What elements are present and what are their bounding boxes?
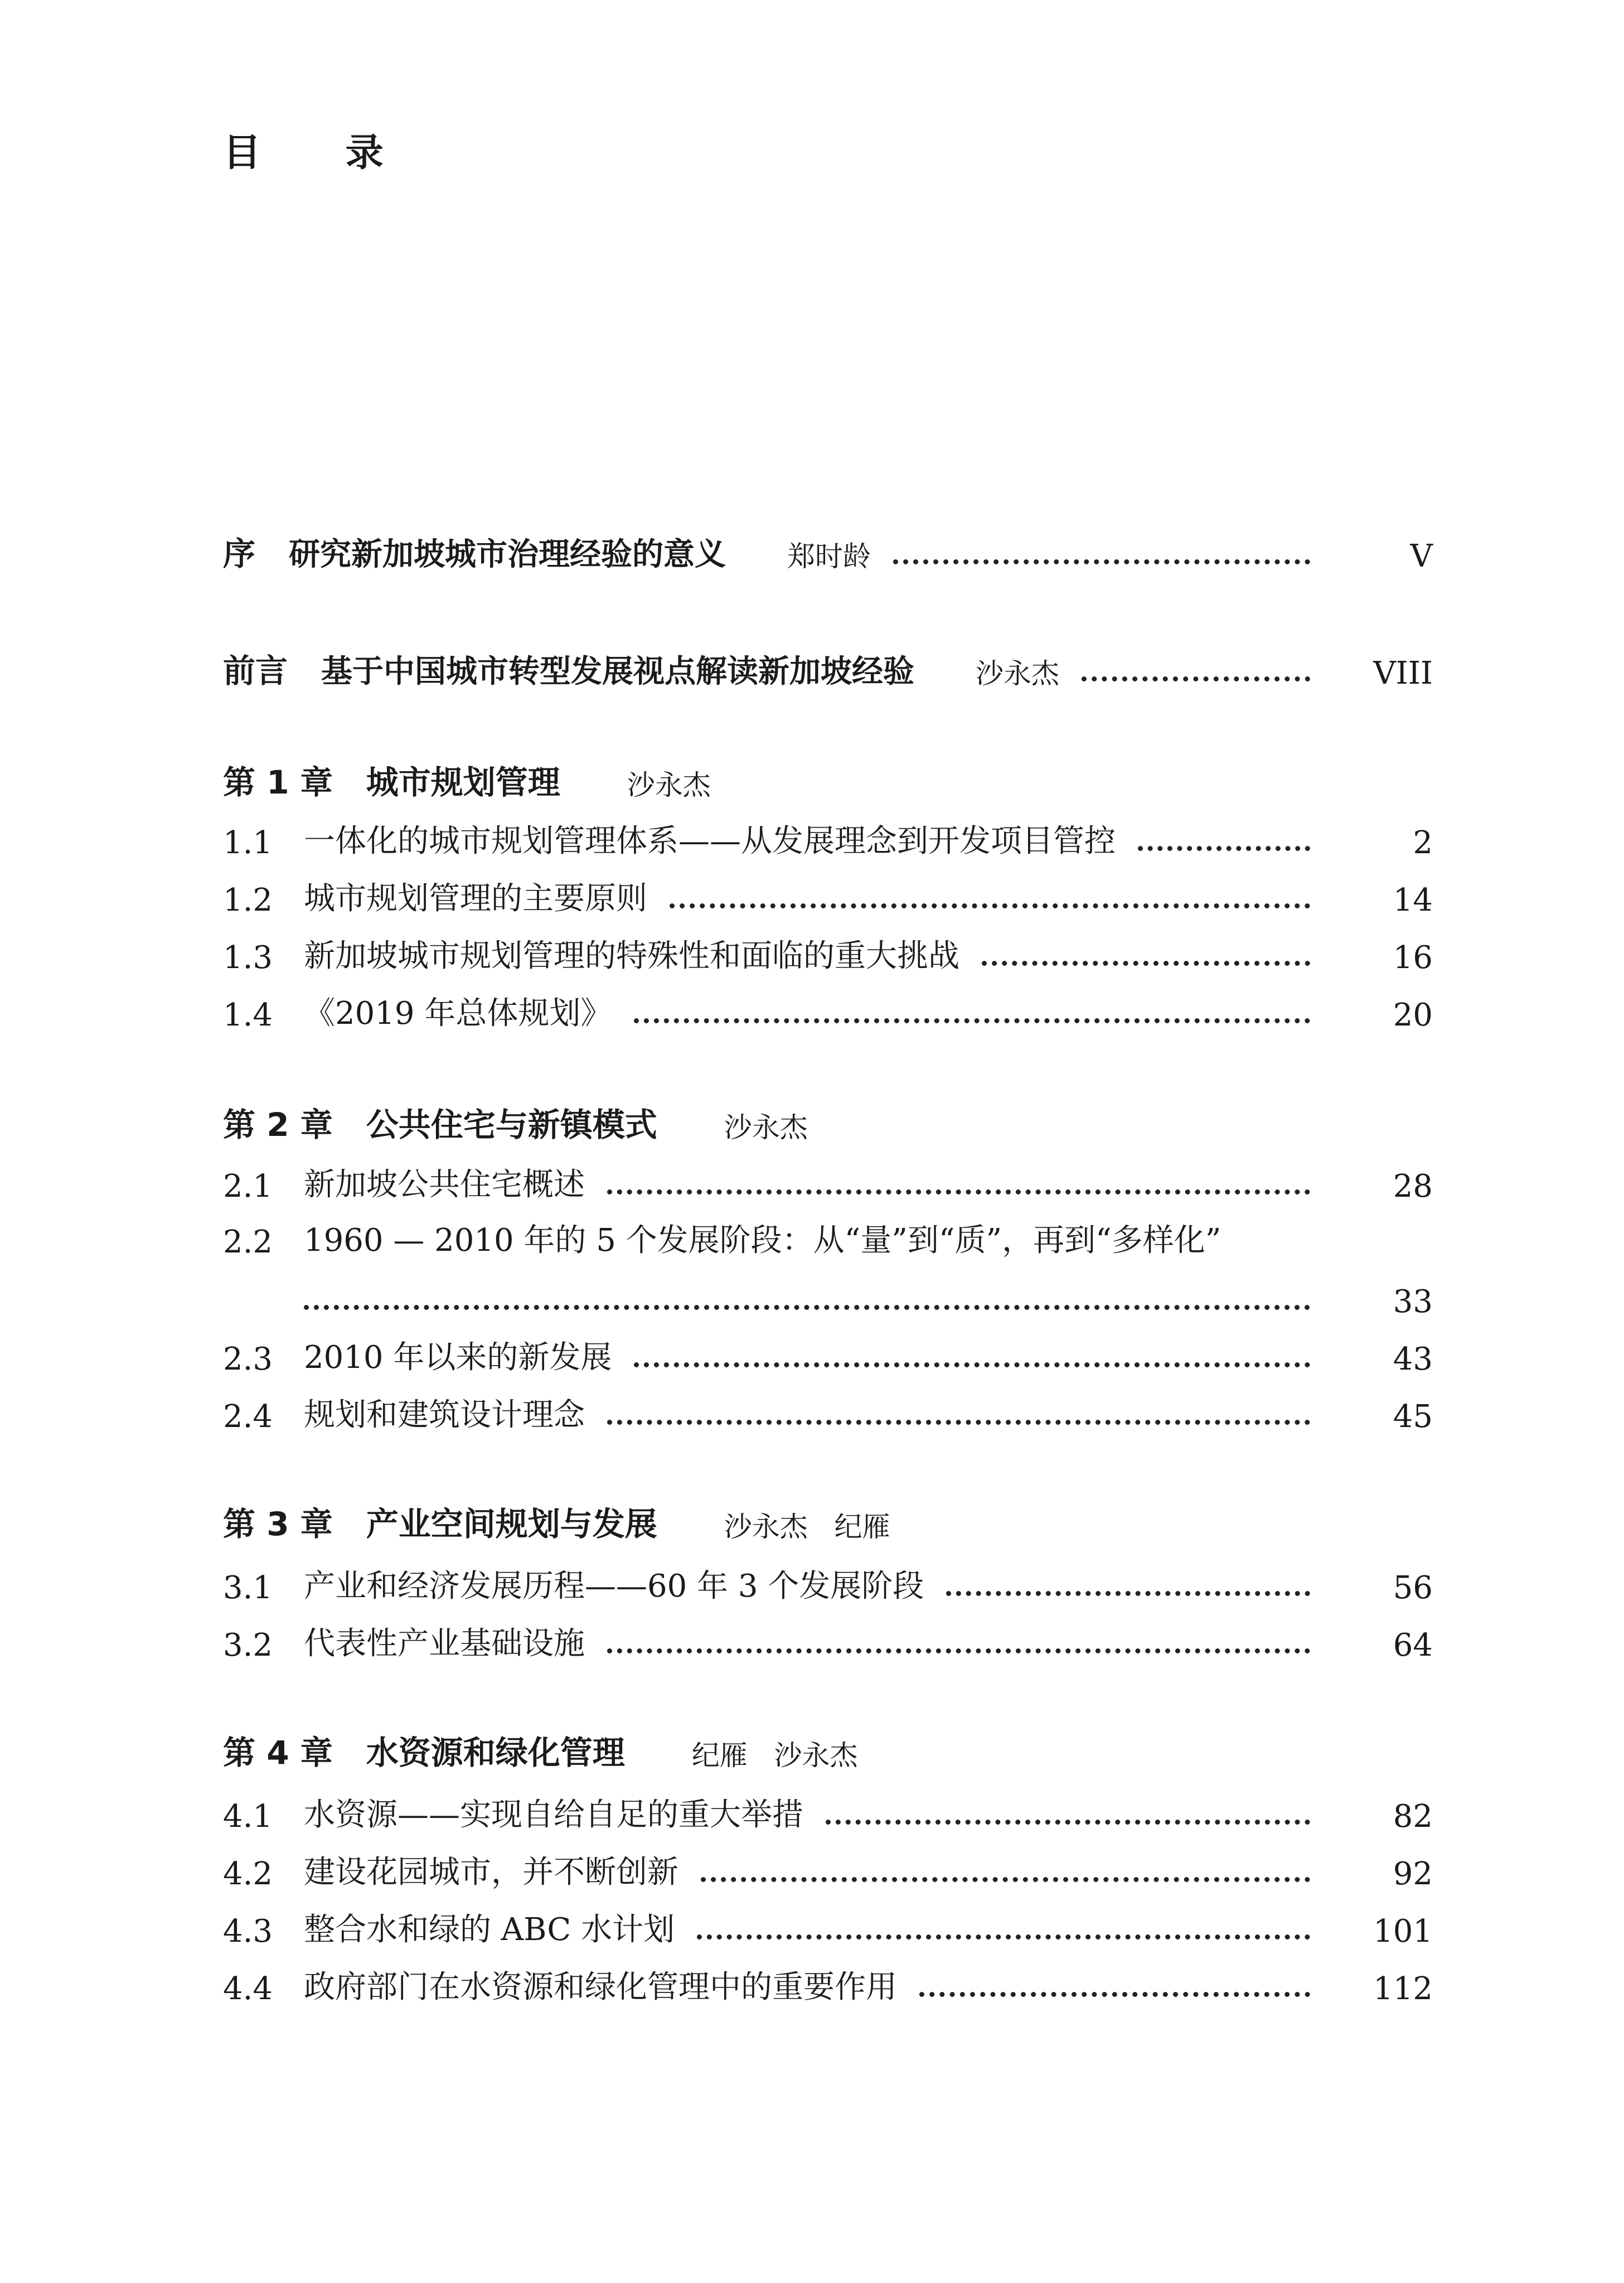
page-number: 20: [1393, 997, 1433, 1033]
leader-dots: [697, 1934, 1310, 1939]
section-number: 2.2: [223, 1224, 273, 1260]
section-title: 建设花园城市，并不断创新: [304, 1854, 678, 1890]
leader-dots: [670, 903, 1310, 908]
section-number: 1.1: [223, 825, 273, 861]
section-number: 3.2: [223, 1627, 273, 1663]
leader-dots: [1138, 846, 1310, 851]
leader-dots: [893, 559, 1310, 564]
section-number: 4.4: [223, 1971, 273, 2007]
toc-entry-preface[interactable]: [223, 530, 1433, 574]
chapter-authors: 沙永杰: [724, 1111, 808, 1144]
toc-section[interactable]: [223, 816, 1433, 861]
chapter-label: 第 1 章: [223, 763, 333, 801]
page-number: V: [1410, 538, 1433, 574]
toc-section[interactable]: [223, 1160, 1433, 1205]
leader-dots: [701, 1877, 1310, 1882]
toc-section[interactable]: [223, 1905, 1433, 1950]
chapter-authors: 沙永杰: [627, 769, 711, 801]
section-title: 一体化的城市规划管理体系——从发展理念到开发项目管控: [304, 823, 1116, 859]
section-number: 3.1: [223, 1570, 273, 1606]
toc-entry-foreword[interactable]: [223, 647, 1433, 691]
section-title: 城市规划管理的主要原则: [304, 881, 647, 917]
section-title: 2010 年以来的新发展: [304, 1339, 612, 1376]
toc-section[interactable]: [223, 1390, 1433, 1435]
toc-section[interactable]: [223, 931, 1433, 976]
leader-dots: [634, 1018, 1310, 1023]
page-number: 16: [1393, 940, 1433, 976]
section-number: 1.2: [223, 882, 273, 918]
leader-dots: [304, 1305, 1310, 1310]
toc-section[interactable]: [223, 1790, 1433, 1835]
section-title: 新加坡公共住宅概述: [304, 1167, 585, 1203]
section-title: 水资源——实现自给自足的重大举措: [304, 1797, 803, 1833]
page-number: 92: [1393, 1856, 1433, 1892]
section-number: 1.3: [223, 940, 273, 976]
toc-section-continuation[interactable]: [223, 1275, 1433, 1320]
toc-section[interactable]: [223, 1962, 1433, 2007]
leader-dots: [1082, 676, 1310, 681]
chapter-label: 第 2 章: [223, 1106, 333, 1144]
leader-dots: [946, 1591, 1310, 1596]
chapter-heading[interactable]: [223, 1500, 1433, 1545]
page-number: 64: [1393, 1627, 1433, 1663]
toc-section[interactable]: [223, 1333, 1433, 1377]
section-number: 4.1: [223, 1798, 273, 1835]
chapter-label: 第 4 章: [223, 1734, 333, 1772]
section-number: 2.1: [223, 1168, 273, 1205]
leader-dots: [607, 1420, 1310, 1425]
toc-section[interactable]: [223, 1216, 1433, 1260]
page-number: 101: [1373, 1913, 1433, 1950]
chapter-heading[interactable]: [223, 758, 1433, 803]
section-number: 4.2: [223, 1856, 273, 1892]
section-title: 新加坡城市规划管理的特殊性和面临的重大挑战: [304, 938, 959, 974]
page-number: 33: [1393, 1284, 1433, 1320]
leader-dots: [607, 1189, 1310, 1194]
leader-dots: [634, 1362, 1310, 1367]
section-number: 4.3: [223, 1913, 273, 1950]
page-number: 82: [1393, 1798, 1433, 1835]
page-title: 目 录: [223, 131, 419, 175]
entry-author: 郑时龄: [787, 540, 871, 573]
entry-title: 研究新加坡城市治理经验的意义: [289, 536, 726, 573]
page-number: VIII: [1373, 655, 1433, 691]
section-title: 规划和建筑设计理念: [304, 1397, 585, 1433]
page-number: 112: [1373, 1971, 1433, 2007]
section-title: 代表性产业基础设施: [304, 1626, 585, 1662]
section-title: 整合水和绿的 ABC 水计划: [304, 1912, 675, 1948]
entry-author: 沙永杰: [976, 657, 1060, 690]
toc-section[interactable]: [223, 1619, 1433, 1663]
toc-section[interactable]: [223, 1847, 1433, 1892]
page-number: 43: [1393, 1341, 1433, 1377]
chapter-title: 公共住宅与新镇模式: [366, 1106, 657, 1144]
chapter-heading[interactable]: [223, 1101, 1433, 1145]
page-number: 28: [1393, 1168, 1433, 1205]
section-title: 1960 — 2010 年的 5 个发展阶段：从“量”到“质”，再到“多样化”: [304, 1222, 1221, 1259]
chapter-title: 产业空间规划与发展: [366, 1505, 657, 1543]
toc-section[interactable]: [223, 1561, 1433, 1606]
chapter-heading[interactable]: [223, 1729, 1433, 1773]
section-number: 1.4: [223, 997, 273, 1033]
section-title: 政府部门在水资源和绿化管理中的重要作用: [304, 1969, 897, 2005]
toc-section[interactable]: [223, 874, 1433, 918]
page-number: 45: [1393, 1399, 1433, 1435]
section-title: 产业和经济发展历程——60 年 3 个发展阶段: [304, 1568, 924, 1604]
page-number: 56: [1393, 1570, 1433, 1606]
leader-dots: [982, 961, 1310, 966]
chapter-title: 水资源和绿化管理: [366, 1734, 625, 1772]
entry-label: 前言: [223, 652, 288, 690]
leader-dots: [826, 1820, 1310, 1825]
entry-label: 序: [223, 535, 256, 573]
leader-dots: [607, 1648, 1310, 1653]
toc-section[interactable]: [223, 989, 1433, 1033]
section-title: 《2019 年总体规划》: [304, 995, 612, 1032]
page-number: 14: [1393, 882, 1433, 918]
leader-dots: [919, 1992, 1310, 1997]
chapter-authors: 沙永杰 纪雁: [724, 1511, 890, 1543]
section-number: 2.3: [223, 1341, 273, 1377]
chapter-label: 第 3 章: [223, 1505, 333, 1543]
entry-title: 基于中国城市转型发展视点解读新加坡经验: [321, 654, 915, 690]
chapter-title: 城市规划管理: [366, 763, 560, 801]
page-number: 2: [1413, 825, 1433, 861]
chapter-authors: 纪雁 沙永杰: [691, 1739, 858, 1772]
section-number: 2.4: [223, 1399, 273, 1435]
